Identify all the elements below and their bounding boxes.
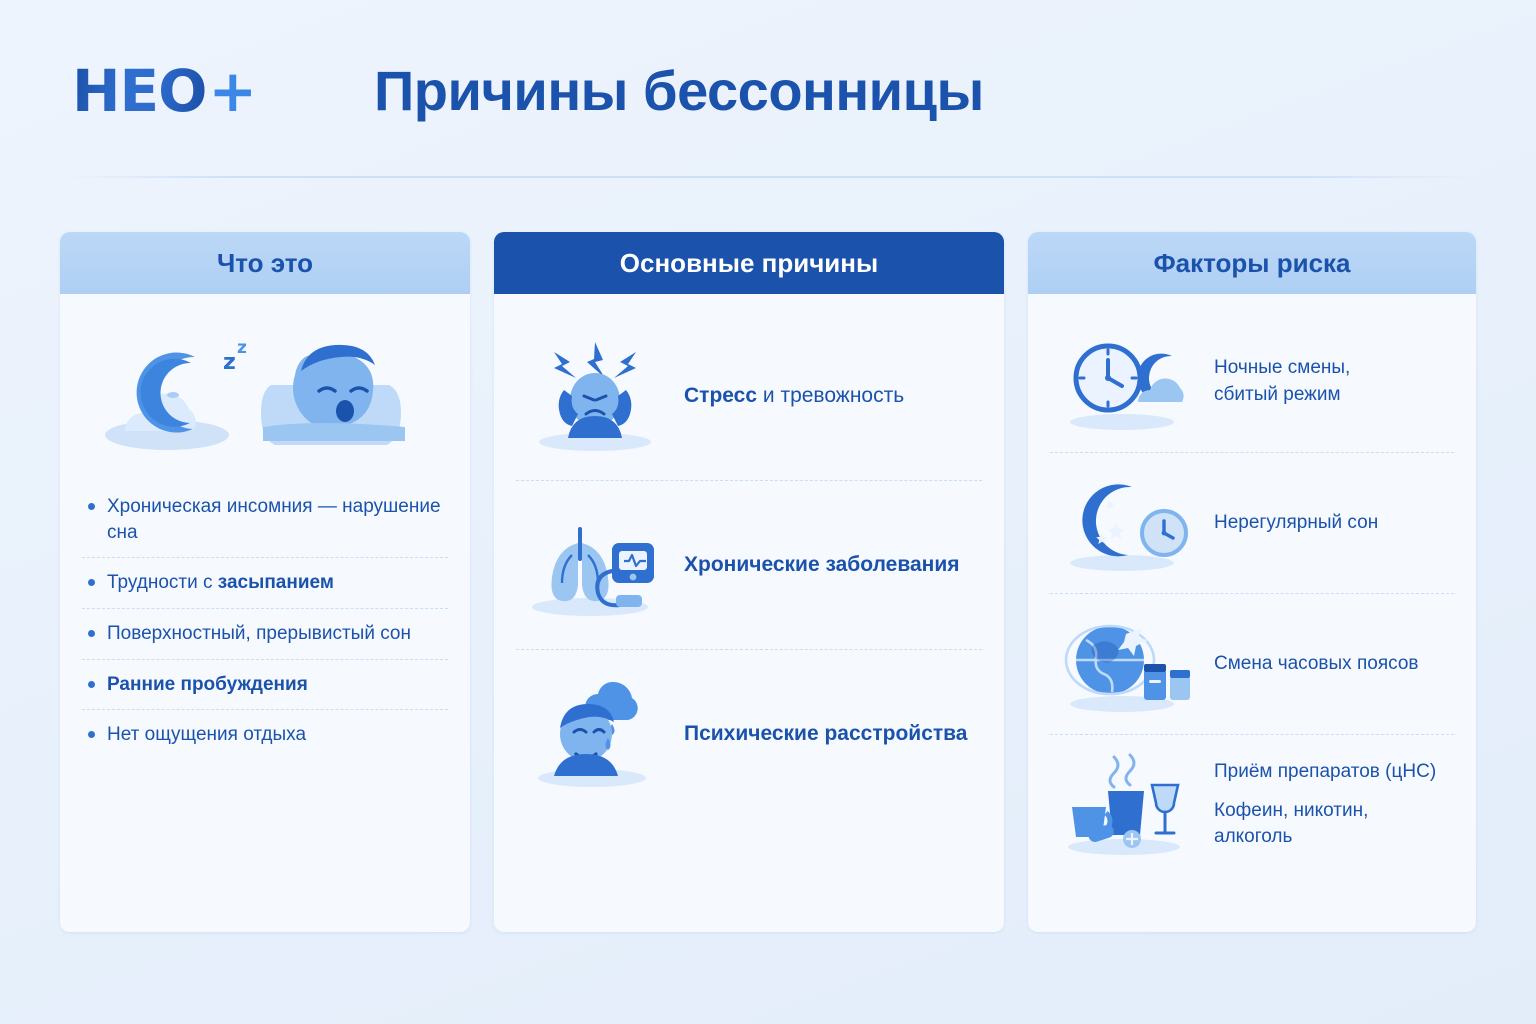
risk-label-line2: Кофеин, никотин, (1214, 799, 1369, 821)
list-item-label: Трудности с засыпанием (107, 572, 334, 594)
moon-and-sleeping-person-illustration (82, 318, 448, 468)
card-what-is-heading: Что это (60, 232, 470, 294)
risk-label-line2: сбитый режим (1214, 384, 1341, 405)
list-item (82, 482, 448, 558)
card-risk-factors-heading: Факторы риска (1028, 232, 1476, 294)
cause-label-strong: Психические расстройства (684, 722, 968, 745)
list-item (82, 710, 448, 760)
list-item (1050, 453, 1454, 594)
svg-text:z: z (223, 350, 236, 375)
risk-label-line1: Нерегулярный сон (1214, 511, 1379, 533)
coffee-wine-pills-icon (1052, 753, 1202, 857)
list-item-label: Хроническая инсомния — нарушение сна (107, 496, 441, 543)
what-is-bullet-list (82, 482, 448, 760)
moon-stars-clock-icon (1052, 471, 1202, 575)
list-item (516, 312, 982, 481)
bullet-dot-icon (88, 681, 95, 688)
page-header (0, 0, 1536, 176)
list-item (516, 650, 982, 818)
list-item-label: Нет ощущения отдыха (107, 724, 307, 746)
brand-logo (72, 57, 258, 125)
svg-text:z: z (237, 338, 247, 358)
card-main-causes-body (494, 294, 1004, 932)
page-title: Причины бессонницы (374, 59, 984, 122)
logo-plus-icon: + (208, 57, 258, 125)
bullet-dot-icon (88, 503, 95, 510)
card-risk-factors (1028, 232, 1476, 932)
risk-label-line1: Приём препаратов (цНС) (1214, 760, 1437, 782)
sad-person-raincloud-icon (520, 676, 670, 792)
bullet-dot-icon (88, 731, 95, 738)
lungs-and-monitor-icon (520, 507, 670, 623)
cause-label (684, 384, 904, 408)
card-risk-factors-body (1028, 294, 1476, 932)
list-item-label: Поверхностный, прерывистый сон (107, 622, 411, 644)
list-item-label: Ранние пробуждения (107, 673, 308, 695)
risk-label-line1: Ночные смены, (1214, 357, 1351, 379)
card-main-causes-heading: Основные причины (494, 232, 1004, 294)
risk-label-line3: алкоголь (1214, 826, 1293, 848)
list-item (82, 660, 448, 711)
clock-moon-icon (1052, 330, 1202, 434)
globe-pills-icon (1052, 612, 1202, 716)
card-what-is (60, 232, 470, 932)
stressed-head-icon (520, 338, 670, 454)
list-item (82, 609, 448, 660)
logo-wordmark: HEO (72, 57, 207, 125)
cause-label-strong: Стресс (684, 384, 758, 407)
cause-label-strong: Хронические заболевания (684, 553, 960, 576)
cause-label (684, 722, 967, 746)
list-item (516, 481, 982, 650)
risk-label (1214, 651, 1418, 678)
list-item (1050, 594, 1454, 735)
header-divider (60, 176, 1476, 178)
list-item (1050, 312, 1454, 453)
card-what-is-body (60, 294, 470, 932)
cause-label-rest: и тревожность (757, 384, 905, 407)
bullet-dot-icon (88, 630, 95, 637)
risk-label (1214, 355, 1350, 409)
list-item (82, 558, 448, 609)
bullet-dot-icon (88, 579, 95, 586)
list-item (1050, 735, 1454, 875)
content-columns (60, 232, 1476, 932)
card-main-causes (494, 232, 1004, 932)
risk-label-line1: Смена часовых поясов (1214, 652, 1419, 674)
risk-label (1214, 510, 1378, 537)
risk-label (1214, 759, 1436, 852)
cause-label (684, 553, 959, 577)
risk-label-spacer (1214, 786, 1436, 798)
